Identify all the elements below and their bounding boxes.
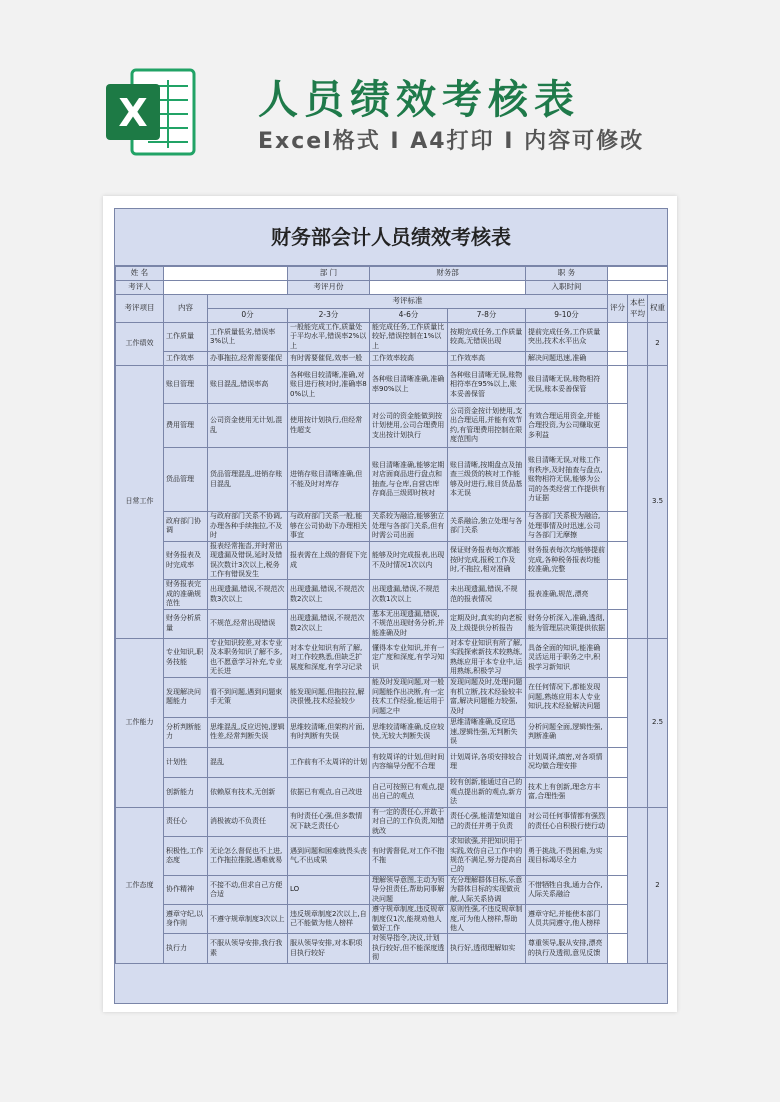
criterion-name: 财务分析质量 — [164, 609, 208, 638]
average-cell — [628, 639, 648, 808]
criterion-level-cell: 出现遗漏,错误,不规范次数1次以上 — [370, 580, 448, 609]
criterion-level-cell: 不服从领导安排,我行我素 — [208, 934, 288, 963]
criterion-level-cell: 不接不动,但求自己方便合适 — [208, 875, 288, 904]
criterion-level-cell: 尊重领导,服从安排,漂亮的执行及透彻,意见反馈 — [526, 934, 608, 963]
criterion-name: 账目管理 — [164, 366, 208, 404]
table-row — [116, 448, 668, 512]
table-row — [116, 580, 668, 609]
criterion-level-cell: 能及时发现问题,对一般问题能作出决断,有一定技术工作经验,能运用于问题之中 — [370, 677, 448, 717]
header-avg: 本栏平均 — [628, 295, 648, 323]
criterion-level-cell: 依赖原有技术,无创新 — [208, 777, 288, 807]
criterion-level-cell: 有时责任心强,但多数情况下缺乏责任心 — [288, 807, 370, 836]
score-9-10: 9-10分 — [526, 309, 608, 323]
criterion-level-cell: 账目清晰无误,账物相符无误,账本妥善保管 — [526, 366, 608, 404]
table-row — [116, 934, 668, 963]
average-cell — [628, 323, 648, 366]
criterion-level-cell: 具备全面的知识,能准确灵活运用于职务之中,积极学习新知识 — [526, 639, 608, 678]
self-score-cell[interactable] — [608, 639, 628, 678]
criterion-name: 责任心 — [164, 807, 208, 836]
self-score-cell[interactable] — [608, 366, 628, 404]
criterion-level-cell: 有效合理运用资金,并能合理投资,为公司赚取更多利益 — [526, 404, 608, 448]
criterion-level-cell: 执行好,透彻理解如实 — [448, 934, 526, 963]
criterion-name: 执行力 — [164, 934, 208, 963]
name-label: 姓 名 — [116, 267, 164, 281]
criterion-level-cell: 不规范,经常出现错误 — [208, 609, 288, 638]
criterion-level-cell: 原则性强,不违反规章制度,可为他人榜样,帮助他人 — [448, 905, 526, 934]
sheet-title: 财务部会计人员绩效考核表 — [115, 209, 667, 266]
criterion-level-cell: 定期及时,真实的向老板及上级提供分析报告 — [448, 609, 526, 638]
table-row — [116, 352, 668, 366]
criterion-level-cell: 有时需要催促,效率一般 — [288, 352, 370, 366]
info-row-1 — [116, 267, 668, 281]
criterion-name: 分析判断能力 — [164, 717, 208, 747]
criterion-level-cell: 不遵守规章制度3次以上 — [208, 905, 288, 934]
assessment-sheet — [114, 208, 668, 1004]
criterion-level-cell: 服从领导安排,对本职项目执行较好 — [288, 934, 370, 963]
criterion-level-cell: 理解领导意图,主动为领导分担责任,帮助同事解决问题 — [370, 875, 448, 904]
self-score-cell[interactable] — [608, 404, 628, 448]
self-score-cell[interactable] — [608, 837, 628, 876]
group-name: 工作能力 — [116, 639, 164, 808]
criterion-level-cell: 对本专业知识有所了解,对工作较熟悉,但缺乏扩展度和深度,有学习记录 — [288, 639, 370, 678]
criterion-level-cell: 勇于挑战,不畏困难,为实现目标竭尽全力 — [526, 837, 608, 876]
header-standard: 考评标准 — [208, 295, 608, 309]
criterion-level-cell: 有一定的责任心,并敢于对自己的工作负责,知错就改 — [370, 807, 448, 836]
table-row — [116, 905, 668, 934]
hero-banner — [0, 0, 780, 190]
criterion-name: 工作效率 — [164, 352, 208, 366]
criterion-level-cell: 一般能完成工作,质量处于平均水平,错误率2%以上 — [288, 323, 370, 352]
criterion-name: 政府部门协调 — [164, 512, 208, 541]
table-row — [116, 717, 668, 747]
name-field[interactable] — [164, 267, 288, 281]
self-score-cell[interactable] — [608, 512, 628, 541]
self-score-cell[interactable] — [608, 448, 628, 512]
reviewer-field[interactable] — [164, 281, 288, 295]
criterion-level-cell: 较有创新,能通过自己的观点提出新的观点,新方法 — [448, 777, 526, 807]
criterion-level-cell: 与各部门关系极为融洽,处理事情及时迅速,公司与各部门无摩擦 — [526, 512, 608, 541]
excel-logo-icon — [100, 62, 200, 162]
criterion-level-cell: 与政府部门关系一般,能够在公司协助下办理相关事宜 — [288, 512, 370, 541]
criterion-level-cell: 未出现遗漏,错误,不规范的报表情况 — [448, 580, 526, 609]
group-name: 日常工作 — [116, 366, 164, 639]
table-row — [116, 639, 668, 678]
self-score-cell[interactable] — [608, 677, 628, 717]
criterion-level-cell: 出现遗漏,错误,不规范次数3次以上 — [208, 580, 288, 609]
month-label: 考评月份 — [288, 281, 370, 295]
criterion-level-cell: 账目清晰无误,对账工作有秩序,及时抽查与盘点,账物相符无误,能够为公司的各类经营工作提供有力证据 — [526, 448, 608, 512]
self-score-cell[interactable] — [608, 905, 628, 934]
self-score-cell[interactable] — [608, 717, 628, 747]
self-score-cell[interactable] — [608, 875, 628, 904]
self-score-cell[interactable] — [608, 747, 628, 777]
reviewer-label: 考评人 — [116, 281, 164, 295]
criterion-name: 工作质量 — [164, 323, 208, 352]
criterion-level-cell: 报表需在上级的督促下完成 — [288, 541, 370, 580]
criterion-level-cell: 工作效率较高 — [370, 352, 448, 366]
criterion-level-cell: LO — [288, 875, 370, 904]
weight-cell: 3.5 — [648, 366, 668, 639]
criterion-level-cell: 解决问题迅速,准确 — [526, 352, 608, 366]
table-row — [116, 512, 668, 541]
criterion-level-cell: 遵章守纪,并能使本部门人员共同遵守,他人榜样 — [526, 905, 608, 934]
criterion-level-cell: 公司资金按计划使用,支出合理运用,并能有效节约,有管理费用控制在限度范围内 — [448, 404, 526, 448]
criterion-level-cell: 与政府部门关系不协调,办理各种手续拖拉,不及时 — [208, 512, 288, 541]
criterion-name: 财务报表及时完成率 — [164, 541, 208, 580]
criterion-level-cell: 技术上有创新,理念方丰富,合理性强 — [526, 777, 608, 807]
criterion-level-cell: 使用按计划执行,但经常性超支 — [288, 404, 370, 448]
self-score-cell[interactable] — [608, 541, 628, 580]
criterion-level-cell: 在任何情况下,都能发现问题,熟练应用本人专业知识,技术经验解决问题 — [526, 677, 608, 717]
score-7-8: 7-8分 — [448, 309, 526, 323]
criterion-name: 计划性 — [164, 747, 208, 777]
criterion-level-cell: 能完成任务,工作质量比较好,错误控制在1%以上 — [370, 323, 448, 352]
header-item: 考评项目 — [116, 295, 164, 323]
dept-value: 财务部 — [370, 267, 526, 281]
criterion-level-cell: 能发现问题,但拖拉拉,解决很慢,技术经验较少 — [288, 677, 370, 717]
hero-title: 人员绩效考核表 — [258, 77, 580, 123]
criterion-level-cell: 关系较为融洽,能够独立处理与各部门关系,但有时需公司出面 — [370, 512, 448, 541]
average-cell — [628, 366, 648, 639]
self-score-cell[interactable] — [608, 609, 628, 638]
month-field[interactable] — [370, 281, 526, 295]
table-row — [116, 366, 668, 404]
criterion-level-cell: 有较周详的计划,但时间内容编导分配不合理 — [370, 747, 448, 777]
group-name: 工作绩效 — [116, 323, 164, 366]
criterion-level-cell: 计划周详,缜密,对各项情况均做合理安排 — [526, 747, 608, 777]
criterion-level-cell: 依据已有观点,自己改进 — [288, 777, 370, 807]
criterion-level-cell: 办事拖拉,经常需要催促 — [208, 352, 288, 366]
criterion-level-cell: 出现遗漏,错误,不规范次数2次以上 — [288, 609, 370, 638]
criterion-level-cell: 各种账目清晰无误,账物相符率在95%以上,账本妥善保管 — [448, 366, 526, 404]
criterion-level-cell: 懂得本专业知识,并有一定广度和深度,有学习知识 — [370, 639, 448, 678]
header-self: 评分 — [608, 295, 628, 323]
criterion-level-cell: 责任心强,能清楚知道自己的责任并勇于负责 — [448, 807, 526, 836]
table-row — [116, 747, 668, 777]
table-row — [116, 677, 668, 717]
criterion-level-cell: 基本无出现遗漏,错误,不规范出现财务分析,并能准确及时 — [370, 609, 448, 638]
criterion-level-cell: 工作效率高 — [448, 352, 526, 366]
table-row — [116, 404, 668, 448]
criterion-level-cell: 消极被动不负责任 — [208, 807, 288, 836]
hire-label: 入职时间 — [526, 281, 608, 295]
criterion-name: 遵章守纪,以身作则 — [164, 905, 208, 934]
criterion-level-cell: 遵守规章制度,违反规章制度仅1次,能规劝他人做好工作 — [370, 905, 448, 934]
criterion-level-cell: 充分理解群体目标,乐意为群体目标的实现做贡献,人际关系协调 — [448, 875, 526, 904]
criterion-name: 专业知识,职务技能 — [164, 639, 208, 678]
criterion-level-cell: 各种账目较清晰,准确,对账目进行核对时,准确率80%以上 — [288, 366, 370, 404]
position-field[interactable] — [608, 267, 668, 281]
criterion-level-cell: 计划周详,各项安排较合理 — [448, 747, 526, 777]
self-score-cell[interactable] — [608, 934, 628, 963]
criterion-level-cell: 看不到问题,遇到问题束手无策 — [208, 677, 288, 717]
weight-cell: 2 — [648, 323, 668, 366]
criterion-level-cell: 自己可按照已有观点,提出自己的观点 — [370, 777, 448, 807]
hero-subtitle: Excel格式 I A4打印 I 内容可修改 — [258, 129, 645, 154]
criterion-name: 积极性,工作态度 — [164, 837, 208, 876]
criterion-name: 费用管理 — [164, 404, 208, 448]
criterion-level-cell: 货品管理混乱,进销存账目混乱 — [208, 448, 288, 512]
criterion-level-cell: 遇到问题和困难就畏头丧气,不出成果 — [288, 837, 370, 876]
info-row-2 — [116, 281, 668, 295]
table-row — [116, 807, 668, 836]
table-row — [116, 323, 668, 352]
table-row — [116, 541, 668, 580]
table-body — [116, 267, 668, 964]
self-score-cell[interactable] — [608, 580, 628, 609]
header-weight: 权重 — [648, 295, 668, 323]
table-row — [116, 777, 668, 807]
criterion-level-cell: 专业知识较差,对本专业及本职务知识了解不多,也不愿意学习补充,专业无长进 — [208, 639, 288, 678]
criterion-name: 财务报表完成的准确规范性 — [164, 580, 208, 609]
criterion-level-cell: 混乱 — [208, 747, 288, 777]
criterion-level-cell: 工作前有不太周详的计划 — [288, 747, 370, 777]
header-content: 内容 — [164, 295, 208, 323]
criterion-level-cell: 报表经常拖沓,并时常出现遗漏及错误,延时及错误次数计3次以上,税务工作有错误发生 — [208, 541, 288, 580]
criterion-level-cell: 违反规章制度2次以上,自己不能做为他人榜样 — [288, 905, 370, 934]
dept-label: 部 门 — [288, 267, 370, 281]
table-row — [116, 875, 668, 904]
table-row — [116, 609, 668, 638]
criterion-name: 发现解决问题能力 — [164, 677, 208, 717]
criterion-level-cell: 能够及时完成报表,出现不及时情况1次以内 — [370, 541, 448, 580]
criterion-level-cell: 求知欲强,并把知识用于实践,效仿自己工作中的规范不满足,努力提高自己的 — [448, 837, 526, 876]
group-name: 工作态度 — [116, 807, 164, 963]
weight-cell: 2.5 — [648, 639, 668, 808]
score-2-3: 2-3分 — [288, 309, 370, 323]
header-row-1 — [116, 295, 668, 309]
weight-cell: 2 — [648, 807, 668, 963]
position-label: 职 务 — [526, 267, 608, 281]
criterion-name: 创新能力 — [164, 777, 208, 807]
criterion-level-cell: 思维混乱,反应迟钝,逻辑性差,经常判断失误 — [208, 717, 288, 747]
criterion-level-cell: 对领导指令,决议,计划执行较好,但不能深度透彻 — [370, 934, 448, 963]
criterion-level-cell: 财务分析深入,准确,透彻,能为管理层决策提供依据 — [526, 609, 608, 638]
self-score-cell[interactable] — [608, 807, 628, 836]
criterion-level-cell: 提前完成任务,工作质量突出,技术水平出众 — [526, 323, 608, 352]
criterion-name: 货品管理 — [164, 448, 208, 512]
criterion-level-cell: 关系融洽,独立处理与各部门关系 — [448, 512, 526, 541]
criterion-level-cell: 工作质量低劣,错误率3%以上 — [208, 323, 288, 352]
self-score-cell[interactable] — [608, 777, 628, 807]
criterion-level-cell: 思维清晰准确,反应迅速,逻辑性强,无判断失误 — [448, 717, 526, 747]
criterion-level-cell: 无论怎么督促也不上进,工作拖拉推脱,遇难就易 — [208, 837, 288, 876]
assessment-table — [115, 266, 668, 964]
criterion-level-cell: 报表准确,规范,漂亮 — [526, 580, 608, 609]
criterion-name: 协作精神 — [164, 875, 208, 904]
self-score-cell[interactable] — [608, 323, 628, 352]
hire-field[interactable] — [608, 281, 668, 295]
criterion-level-cell: 对公司的资金能做到按计划使用,公司合理费用支出按计划执行 — [370, 404, 448, 448]
criterion-level-cell: 财务报表每次均能够提前完成,各种税务报表均能较准确,完整 — [526, 541, 608, 580]
criterion-level-cell: 账目清晰,按期盘点及抽查三级货的核对工作能够及时进行,账目货品基本无误 — [448, 448, 526, 512]
average-cell — [628, 807, 648, 963]
score-4-6: 4-6分 — [370, 309, 448, 323]
criterion-level-cell: 账目清晰准确,能够定期对店面商品进行盘点和抽查,与仓库,自营店库存商品三级即时核对 — [370, 448, 448, 512]
criterion-level-cell: 保证财务报表每次都能按时完成,报税工作及时,不拖拉,相对准确 — [448, 541, 526, 580]
criterion-level-cell: 分析问题全面,逻辑性强,判断准确 — [526, 717, 608, 747]
criterion-level-cell: 按期完成任务,工作质量较高,无错误出现 — [448, 323, 526, 352]
criterion-level-cell: 账目混乱,错误率高 — [208, 366, 288, 404]
criterion-level-cell: 公司资金使用无计划,混乱 — [208, 404, 288, 448]
criterion-level-cell: 进销存账目清晰准确,但不能及时对库存 — [288, 448, 370, 512]
criterion-level-cell: 思维较清晰准确,反应较快,无较大判断失误 — [370, 717, 448, 747]
criterion-level-cell: 有时需督促,对工作不抱不拖 — [370, 837, 448, 876]
criterion-level-cell: 思维较清晰,但架构片面,有时判断有失误 — [288, 717, 370, 747]
table-row — [116, 837, 668, 876]
criterion-level-cell: 不惜牺牲自我,通力合作,人际关系融洽 — [526, 875, 608, 904]
criterion-level-cell: 对公司任何事情都有强烈的责任心自积极行使行动 — [526, 807, 608, 836]
criterion-level-cell: 对本专业知识有所了解,实践探索新技术较熟练,熟练应用于本专业中,运用熟练,积极学习 — [448, 639, 526, 678]
criterion-level-cell: 发现问题及时,处理问题有机立断,技术经验较丰富,解决问题能力较强,及时 — [448, 677, 526, 717]
score-0: 0分 — [208, 309, 288, 323]
criterion-level-cell: 出现遗漏,错误,不规范次数2次以上 — [288, 580, 370, 609]
self-score-cell[interactable] — [608, 352, 628, 366]
svg-text:X: X — [118, 91, 148, 135]
criterion-level-cell: 各种账目清晰准确,准确率90%以上 — [370, 366, 448, 404]
